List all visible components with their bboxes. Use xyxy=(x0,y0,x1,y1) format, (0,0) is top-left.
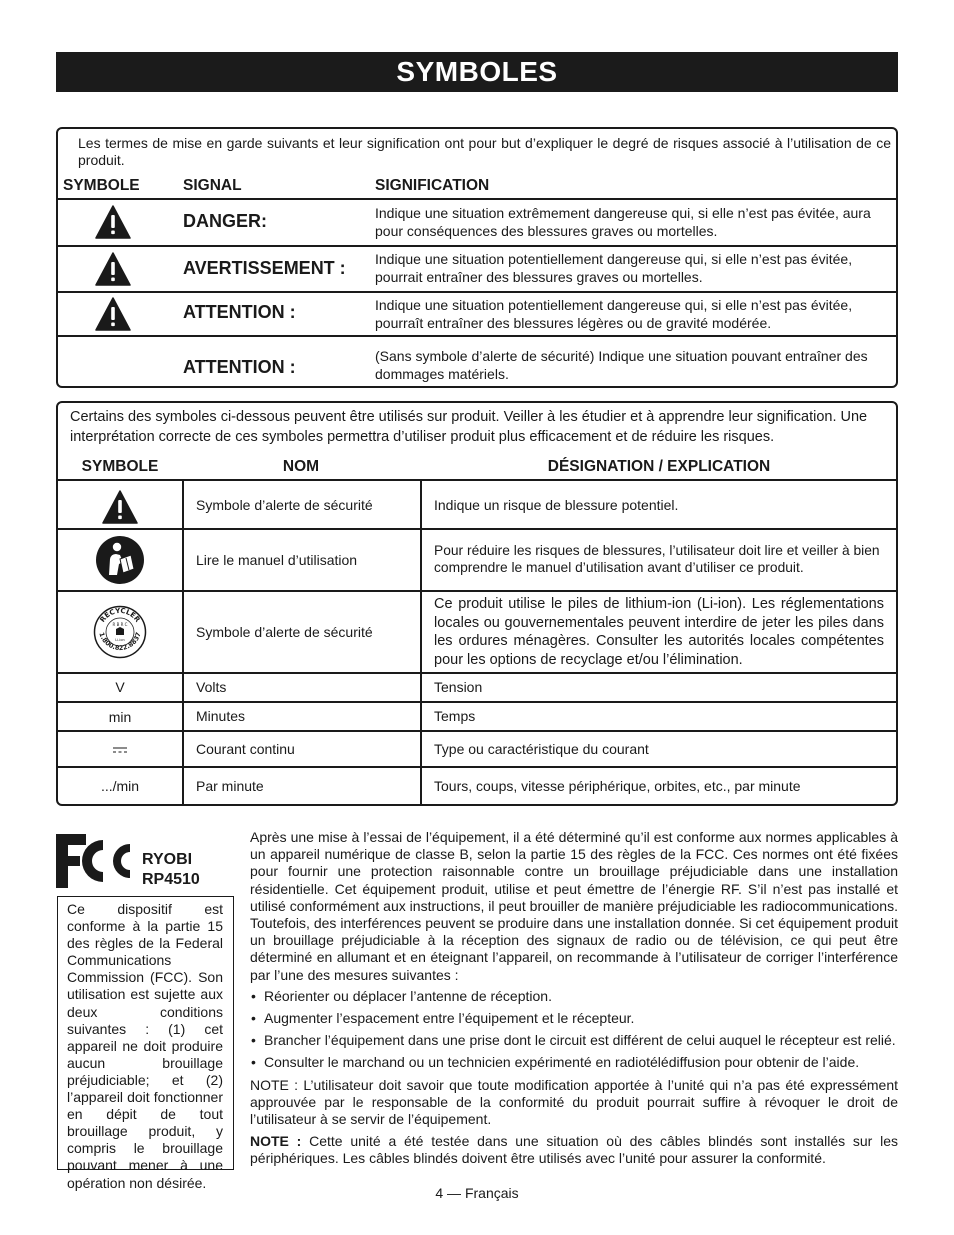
recycle-middle-text: R B R C xyxy=(112,622,128,627)
symbols-intro: Certains des symboles ci-dessous peuvent être utilisés sur produit. Veiller à les étudier et à apprendre leur signification. Une interprétation correcte de ces symboles permettra d’utiliser produit plus efficacement et de réduire les risques. xyxy=(70,409,868,445)
header-symbole: SYMBOLE xyxy=(63,177,140,194)
symbol-name: Courant continu xyxy=(196,741,295,757)
warning-triangle-icon xyxy=(102,490,138,524)
fcc-paragraph: Après une mise à l’essai de l’équipement, il a été déterminé qu’il est conforme aux normes applicables à un appareil numérique de classe B, selon la partie 15 des règles de la FCC. Ces normes ont été fixées pour fournir une protection raisonnable contre un brouillage préjudiciable dans une installation résidentielle. Cet équipement produit, utilise et peut émettre de l’énergie RF. S’il n’est pas installé et utilisé conformément aux instructions, il peut brouiller de manière préjudiciable les radiocommunications. Toutefois, des interférences peuvent se produire dans une installation donnée. Si cet équipement produit un brouillage préjudiciable à la réception des signaux de radio ou de télévision, ce qui peut être déterminé en allumant et en éteignant l’appareil, on recommande à l’utilisateur de corriger l’interférence par l’une des mesures suivantes : xyxy=(250,829,898,983)
header-signal: SIGNAL xyxy=(183,177,242,194)
symbol-name: Minutes xyxy=(196,708,246,724)
recycle-top-text: RECYCLER xyxy=(98,606,142,624)
warning-triangle-icon xyxy=(95,252,131,286)
signal-label: DANGER: xyxy=(183,211,267,231)
page-footer: 4 — Français xyxy=(435,1185,519,1201)
signal-label: ATTENTION : xyxy=(183,302,296,322)
symbol-name: Par minute xyxy=(196,778,264,794)
signal-words-box xyxy=(56,127,898,388)
symbol-row xyxy=(58,592,896,672)
symbol-row xyxy=(58,674,896,701)
recycle-seal-icon xyxy=(93,605,147,659)
read-manual-icon xyxy=(95,535,145,585)
header-signification: SIGNIFICATION xyxy=(375,177,490,194)
symbol-name: Lire le manuel d’utilisation xyxy=(196,552,358,568)
symbol-designation: Indique un risque de blessure potentiel. xyxy=(434,497,679,513)
symbols-box xyxy=(56,401,898,806)
header-designation: DÉSIGNATION / EXPLICATION xyxy=(547,458,771,475)
note-label: NOTE : xyxy=(250,1133,302,1150)
signal-description: Indique une situation potentiellement dangereuse qui, si elle n’est pas évitée, pourraît entraîner des blessures légères ou de gravité modérée. xyxy=(375,297,853,331)
list-item: • Brancher l’équipement dans une prise dont le circuit est différent de celui auquel le récepteur est relié. xyxy=(250,1032,898,1049)
symbol-designation: Ce produit utilise le piles de lithium-ion (Li-ion). Les réglementations locales ou gouvernementales peuvent interdire de jeter les piles dans les ordures ménagères. Consulter les autorités locales compétentes pour les options de recyclage et/ou l’élimination. xyxy=(434,596,884,668)
symbol-designation: Type ou caractéristique du courant xyxy=(434,741,649,757)
symbol-designation: Tension xyxy=(434,679,483,695)
list-item: • Augmenter l’espacement entre l’équipement et le récepteur. xyxy=(250,1010,898,1027)
warning-triangle-icon xyxy=(95,205,131,239)
signal-row-attention xyxy=(58,293,896,335)
fcc-logo-icon xyxy=(56,834,134,890)
note-cables xyxy=(250,1133,898,1167)
symbol-row xyxy=(58,530,896,590)
brand-name: RYOBI xyxy=(142,851,193,868)
note-cables-text: Cette unité a été testée dans une situation où des câbles blindés sont installés sur les périphériques. Les câbles blindés doivent être utilisés avec l’unité pour assurer la conformité. xyxy=(250,1133,898,1167)
symbol-name: Symbole d’alerte de sécurité xyxy=(196,624,373,640)
signal-row-avertissement xyxy=(58,247,896,291)
header-symbole: SYMBOLE xyxy=(81,458,159,475)
symbol-designation: Pour réduire les risques de blessures, l’utilisateur doit lire et veiller à bien comprendre le manuel d’utilisation avant d’utiliser ce produit. xyxy=(434,543,880,575)
fcc-compliance-box xyxy=(57,896,234,1191)
symbol-row xyxy=(58,768,896,804)
measures-list xyxy=(250,988,898,1072)
signal-description: Indique une situation potentiellement dangereuse qui, si elle n’est pas évitée, pourrait entraîner des blessures graves ou mortelles. xyxy=(375,251,853,285)
signal-intro: Les termes de mise en garde suivants et leur signification ont pour but d’expliquer le degré de risques associé à l’utilisation de ce produit. xyxy=(78,135,891,168)
warning-triangle-icon xyxy=(95,297,131,331)
signal-label: ATTENTION : xyxy=(183,357,296,377)
symbol-text: .../min xyxy=(100,778,140,794)
symbol-text: V xyxy=(115,679,125,695)
symbol-name: Symbole d’alerte de sécurité xyxy=(196,497,373,513)
note-modification: NOTE : L’utilisateur doit savoir que toute modification apportée à l’unité qui n’a pas été expressément approuvée par le responsable de la conformité du produit pourrait suffire à révoquer le droit de l’utilisateur à se servir de l’équipement. xyxy=(250,1076,898,1128)
symbol-row xyxy=(58,481,896,528)
fcc-brand xyxy=(142,850,200,890)
symbol-row xyxy=(58,732,896,766)
list-item: • Réorienter ou déplacer l’antenne de réception. xyxy=(250,988,898,1005)
recycle-small-text: Li-ion xyxy=(115,638,125,642)
symbol-designation: Temps xyxy=(434,708,476,724)
symbol-row xyxy=(58,703,896,730)
fcc-compliance-text: Ce dispositif est conforme à la partie 15 des règles de la Federal Communications Commission (FCC). Son utilisation est sujette aux deux conditions suivantes : (1) cet appareil ne doit produire aucun brouillage préjudiciable; et (2) l’appareil doit fonctionner en dépit de tout brouillage produit, y compris le brouillage pouvant mener à une opération non désirée. xyxy=(67,901,223,1191)
signal-label: AVERTISSEMENT : xyxy=(183,258,346,278)
signal-row-attention-no-symbol xyxy=(58,337,896,386)
signal-description: Indique une situation extrêmement dangereuse qui, si elle n’est pas évitée, aura pour conséquences des blessures graves ou mortelles. xyxy=(375,205,871,239)
signal-description: (Sans symbole d’alerte de sécurité) Indique une situation pouvant entraîner des dommages matériels. xyxy=(375,348,868,382)
signal-row-danger xyxy=(58,200,896,245)
symbol-text: min xyxy=(108,709,132,725)
direct-current-icon xyxy=(113,747,127,753)
page-title: SYMBOLES xyxy=(56,52,898,92)
list-item: • Consulter le marchand ou un technicien expérimenté en radiotélédiffusion pour obtenir de l’aide. xyxy=(250,1054,898,1071)
recycle-bottom-text: 1.800.822.8837 xyxy=(97,631,143,653)
model-number: RP4510 xyxy=(142,871,200,888)
symbol-name: Volts xyxy=(196,679,227,695)
symbol-designation: Tours, coups, vitesse périphérique, orbites, etc., par minute xyxy=(434,778,801,794)
fcc-statement xyxy=(250,829,898,1168)
header-nom: NOM xyxy=(282,458,320,475)
